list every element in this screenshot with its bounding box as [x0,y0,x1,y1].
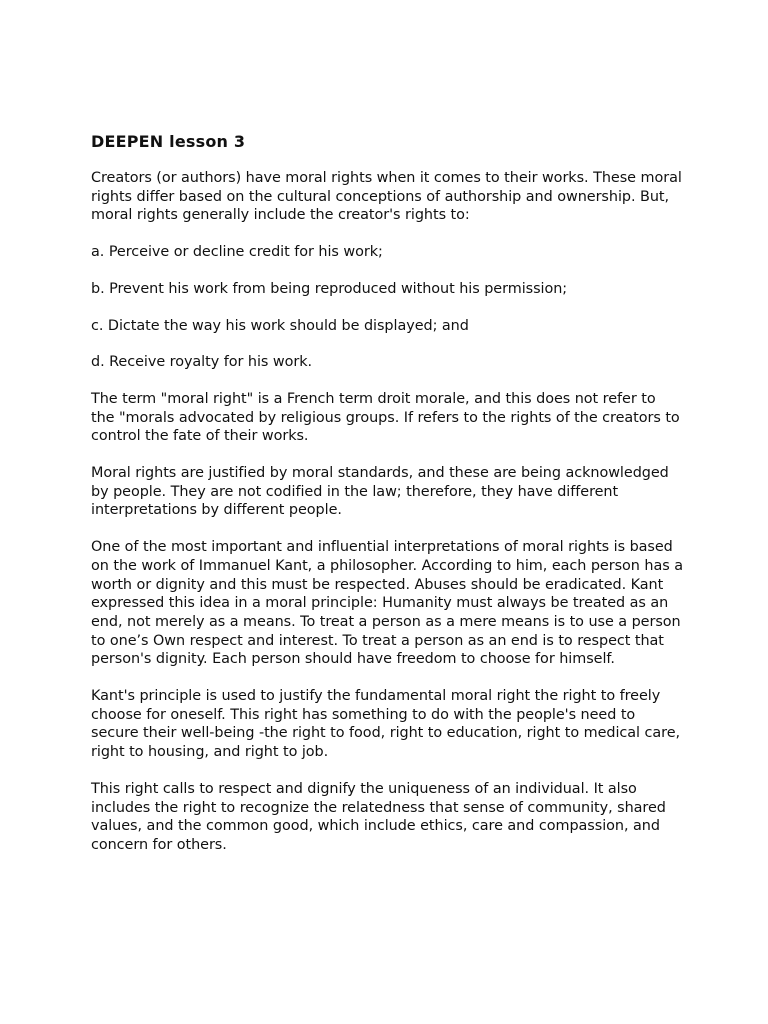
document-title: DEEPEN lesson 3 [91,132,246,151]
list-item-c: c. Dictate the way his work should be displayed; and [91,317,469,334]
paragraph-kant: One of the most important and influential interpretations of moral rights is based on the work of Immanuel Kant, a philosopher. According to him, each person has a worth or dignity and this must be respected. Abuses should be eradicated. Kant expressed this idea in a moral principle: Humanity must always be treated as an end, not merely as a means. To treat a person as a mere means is to use a person to one’s Own respect and interest. To treat a person as an end is to respect that person's dignity. Each person should have freedom to choose for himself. [91,539,683,668]
paragraph-justification: Moral rights are justified by moral standards, and these are being acknowledged by people. They are not codified in the law; therefore, they have different interpretations by different people. [91,465,669,519]
paragraph-kant-principle: Kant's principle is used to justify the fundamental moral right the right to freely choose for oneself. This right has something to do with the people's need to secure their well-being -the right to food, right to education, right to medical care, right to housing, and right to job. [91,688,681,761]
paragraph-term-definition: The term "moral right" is a French term droit morale, and this does not refer to the "morals advocated by religious groups. If refers to the rights of the creators to control the fate of their works. [91,390,680,445]
list-item-d: d. Receive royalty for his work. [91,354,313,371]
document-page [91,131,683,873]
list-item-b: b. Prevent his work from being reproduced without his permission; [91,280,568,297]
paragraph-intro: Creators (or authors) have moral rights when it comes to their works. These moral rights differ based on the cultural conceptions of authorship and ownership. But, moral rights generally include the creator's rights to: [91,170,682,224]
paragraph-uniqueness: This right calls to respect and dignify the uniqueness of an individual. It also includes the right to recognize the relatedness that sense of community, shared values, and the common good, which include ethics, care and compassion, and concern for others. [91,780,666,853]
list-item-a: a. Perceive or decline credit for his work; [91,244,383,261]
